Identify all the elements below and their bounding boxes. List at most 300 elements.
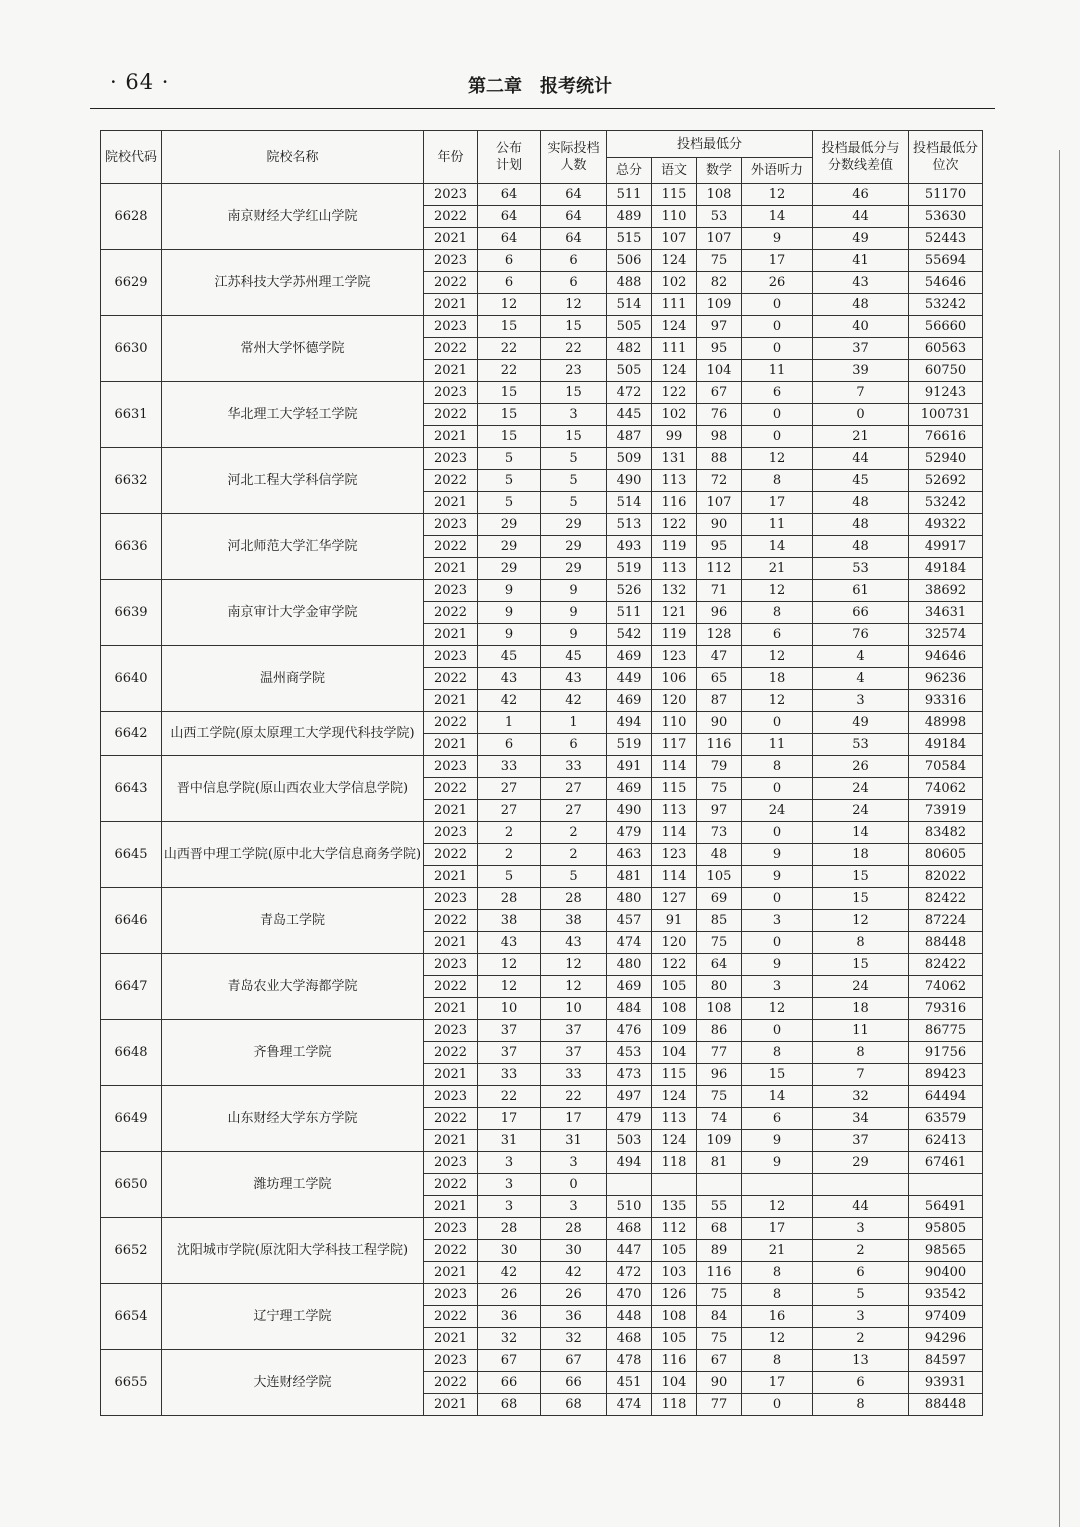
cell-total: 513: [607, 514, 652, 536]
cell-total: 490: [607, 800, 652, 822]
cell-diff: 24: [813, 800, 909, 822]
cell-plan: 3: [478, 1174, 541, 1196]
cell-plan: 12: [478, 954, 541, 976]
cell-listening: 0: [742, 316, 813, 338]
cell-chinese: 120: [652, 932, 697, 954]
cell-math: 48: [697, 844, 742, 866]
cell-year: 2023: [424, 382, 478, 404]
cell-listening: 12: [742, 646, 813, 668]
cell-diff: 46: [813, 184, 909, 206]
school-code: 6655: [101, 1350, 162, 1416]
cell-chinese: 111: [652, 338, 697, 360]
cell-plan: 28: [478, 888, 541, 910]
cell-year: 2023: [424, 250, 478, 272]
cell-plan: 22: [478, 338, 541, 360]
cell-actual: 33: [541, 1064, 607, 1086]
cell-math: [697, 1174, 742, 1196]
cell-plan: 15: [478, 382, 541, 404]
cell-rank: 82422: [909, 954, 983, 976]
cell-total: 469: [607, 976, 652, 998]
cell-total: 468: [607, 1328, 652, 1350]
header-rule: [90, 108, 995, 109]
school-code: 6645: [101, 822, 162, 888]
cell-diff: 4: [813, 668, 909, 690]
school-name: 常州大学怀德学院: [162, 316, 424, 382]
cell-actual: 42: [541, 1262, 607, 1284]
cell-plan: 9: [478, 580, 541, 602]
school-name: 温州商学院: [162, 646, 424, 712]
cell-diff: 76: [813, 624, 909, 646]
cell-actual: 43: [541, 932, 607, 954]
cell-math: 98: [697, 426, 742, 448]
cell-rank: 56660: [909, 316, 983, 338]
cell-plan: 15: [478, 426, 541, 448]
cell-total: 490: [607, 470, 652, 492]
school-code: 6649: [101, 1086, 162, 1152]
cell-year: 2023: [424, 514, 478, 536]
cell-plan: 10: [478, 998, 541, 1020]
cell-diff: 14: [813, 822, 909, 844]
cell-listening: 8: [742, 602, 813, 624]
cell-total: 494: [607, 712, 652, 734]
cell-diff: 48: [813, 294, 909, 316]
cell-year: 2022: [424, 1240, 478, 1262]
cell-diff: 3: [813, 690, 909, 712]
cell-chinese: 124: [652, 250, 697, 272]
school-code: 6646: [101, 888, 162, 954]
cell-plan: 2: [478, 822, 541, 844]
cell-year: 2023: [424, 1218, 478, 1240]
cell-year: 2023: [424, 580, 478, 602]
cell-year: 2022: [424, 1372, 478, 1394]
cell-year: 2021: [424, 624, 478, 646]
cell-actual: 5: [541, 492, 607, 514]
cell-year: 2021: [424, 1130, 478, 1152]
cell-math: 108: [697, 998, 742, 1020]
cell-rank: 73919: [909, 800, 983, 822]
cell-actual: 45: [541, 646, 607, 668]
cell-diff: 26: [813, 756, 909, 778]
table-row: [101, 382, 983, 404]
cell-year: 2021: [424, 690, 478, 712]
cell-diff: 8: [813, 1394, 909, 1416]
cell-year: 2022: [424, 338, 478, 360]
cell-total: 448: [607, 1306, 652, 1328]
cell-math: 77: [697, 1042, 742, 1064]
cell-actual: 6: [541, 734, 607, 756]
cell-total: 484: [607, 998, 652, 1020]
school-name: 河北师范大学汇华学院: [162, 514, 424, 580]
school-name: 潍坊理工学院: [162, 1152, 424, 1218]
cell-rank: 48998: [909, 712, 983, 734]
cell-total: 494: [607, 1152, 652, 1174]
cell-diff: 44: [813, 1196, 909, 1218]
cell-actual: 26: [541, 1284, 607, 1306]
cell-chinese: 118: [652, 1394, 697, 1416]
cell-diff: 24: [813, 778, 909, 800]
cell-diff: 45: [813, 470, 909, 492]
cell-plan: 12: [478, 294, 541, 316]
table-row: [101, 712, 983, 734]
table-row: [101, 580, 983, 602]
cell-rank: 82422: [909, 888, 983, 910]
cell-chinese: 124: [652, 1086, 697, 1108]
cell-plan: 15: [478, 404, 541, 426]
cell-actual: 3: [541, 1152, 607, 1174]
cell-total: 519: [607, 558, 652, 580]
cell-plan: 22: [478, 360, 541, 382]
cell-total: 445: [607, 404, 652, 426]
cell-chinese: 123: [652, 844, 697, 866]
cell-actual: 15: [541, 426, 607, 448]
cell-plan: 15: [478, 316, 541, 338]
cell-chinese: 115: [652, 184, 697, 206]
cell-actual: 29: [541, 536, 607, 558]
cell-year: 2023: [424, 822, 478, 844]
cell-chinese: 102: [652, 404, 697, 426]
cell-rank: 60750: [909, 360, 983, 382]
cell-listening: 14: [742, 1086, 813, 1108]
cell-actual: 3: [541, 1196, 607, 1218]
cell-total: 472: [607, 382, 652, 404]
cell-total: 480: [607, 954, 652, 976]
cell-chinese: 118: [652, 1152, 697, 1174]
cell-actual: 15: [541, 382, 607, 404]
cell-rank: 90400: [909, 1262, 983, 1284]
cell-diff: 4: [813, 646, 909, 668]
cell-math: 72: [697, 470, 742, 492]
cell-chinese: 113: [652, 800, 697, 822]
cell-listening: 17: [742, 1372, 813, 1394]
cell-rank: 60563: [909, 338, 983, 360]
cell-plan: 6: [478, 250, 541, 272]
cell-listening: 12: [742, 998, 813, 1020]
cell-actual: 43: [541, 668, 607, 690]
cell-total: 482: [607, 338, 652, 360]
cell-actual: 10: [541, 998, 607, 1020]
cell-actual: 42: [541, 690, 607, 712]
cell-plan: 5: [478, 470, 541, 492]
cell-actual: 22: [541, 338, 607, 360]
table-body: [101, 184, 983, 1416]
cell-total: 511: [607, 602, 652, 624]
cell-rank: 63579: [909, 1108, 983, 1130]
cell-diff: 3: [813, 1306, 909, 1328]
cell-year: 2022: [424, 404, 478, 426]
cell-actual: 1: [541, 712, 607, 734]
cell-diff: 49: [813, 712, 909, 734]
table-row: [101, 954, 983, 976]
cell-year: 2021: [424, 228, 478, 250]
cell-plan: 43: [478, 668, 541, 690]
cell-actual: 0: [541, 1174, 607, 1196]
school-code: 6642: [101, 712, 162, 756]
cell-chinese: 121: [652, 602, 697, 624]
cell-chinese: 91: [652, 910, 697, 932]
admission-score-table: [100, 130, 983, 1416]
cell-year: 2021: [424, 1328, 478, 1350]
cell-chinese: 119: [652, 536, 697, 558]
cell-plan: 1: [478, 712, 541, 734]
cell-chinese: 108: [652, 998, 697, 1020]
cell-plan: 64: [478, 206, 541, 228]
cell-plan: 66: [478, 1372, 541, 1394]
cell-actual: 66: [541, 1372, 607, 1394]
cell-chinese: 105: [652, 976, 697, 998]
cell-total: [607, 1174, 652, 1196]
cell-diff: 48: [813, 514, 909, 536]
cell-plan: 33: [478, 1064, 541, 1086]
cell-plan: 37: [478, 1042, 541, 1064]
school-name: 齐鲁理工学院: [162, 1020, 424, 1086]
cell-diff: 2: [813, 1328, 909, 1350]
cell-listening: 12: [742, 690, 813, 712]
cell-actual: 27: [541, 800, 607, 822]
table-row: [101, 514, 983, 536]
cell-actual: 27: [541, 778, 607, 800]
cell-year: 2023: [424, 1350, 478, 1372]
cell-chinese: 119: [652, 624, 697, 646]
cell-rank: 52443: [909, 228, 983, 250]
cell-math: 69: [697, 888, 742, 910]
cell-plan: 22: [478, 1086, 541, 1108]
cell-actual: 31: [541, 1130, 607, 1152]
cell-listening: 16: [742, 1306, 813, 1328]
cell-diff: 12: [813, 910, 909, 932]
cell-chinese: 120: [652, 690, 697, 712]
school-name: 青岛农业大学海都学院: [162, 954, 424, 1020]
cell-chinese: 115: [652, 778, 697, 800]
cell-math: 67: [697, 382, 742, 404]
cell-math: 87: [697, 690, 742, 712]
cell-rank: 74062: [909, 976, 983, 998]
cell-chinese: 131: [652, 448, 697, 470]
table-row: [101, 1020, 983, 1042]
cell-actual: 12: [541, 954, 607, 976]
cell-listening: 8: [742, 1284, 813, 1306]
cell-year: 2021: [424, 360, 478, 382]
cell-math: 55: [697, 1196, 742, 1218]
cell-plan: 9: [478, 624, 541, 646]
cell-chinese: 107: [652, 228, 697, 250]
cell-math: 89: [697, 1240, 742, 1262]
cell-plan: 43: [478, 932, 541, 954]
cell-year: 2022: [424, 1108, 478, 1130]
cell-actual: 29: [541, 514, 607, 536]
cell-year: 2023: [424, 184, 478, 206]
cell-math: 128: [697, 624, 742, 646]
cell-actual: 15: [541, 316, 607, 338]
cell-chinese: 112: [652, 1218, 697, 1240]
cell-listening: 0: [742, 404, 813, 426]
cell-total: 511: [607, 184, 652, 206]
cell-plan: 12: [478, 976, 541, 998]
cell-year: 2023: [424, 646, 478, 668]
school-name: 江苏科技大学苏州理工学院: [162, 250, 424, 316]
cell-math: 82: [697, 272, 742, 294]
cell-listening: 3: [742, 976, 813, 998]
cell-year: 2021: [424, 866, 478, 888]
cell-math: 73: [697, 822, 742, 844]
cell-listening: 17: [742, 1218, 813, 1240]
cell-actual: 5: [541, 866, 607, 888]
cell-plan: 5: [478, 448, 541, 470]
cell-chinese: 113: [652, 558, 697, 580]
school-name: 南京审计大学金审学院: [162, 580, 424, 646]
cell-total: 451: [607, 1372, 652, 1394]
cell-diff: 43: [813, 272, 909, 294]
cell-rank: 49184: [909, 734, 983, 756]
cell-year: 2023: [424, 1152, 478, 1174]
cell-math: 107: [697, 492, 742, 514]
cell-diff: 2: [813, 1240, 909, 1262]
cell-year: 2021: [424, 932, 478, 954]
cell-total: 481: [607, 866, 652, 888]
cell-math: 75: [697, 1328, 742, 1350]
cell-total: 509: [607, 448, 652, 470]
cell-total: 542: [607, 624, 652, 646]
cell-math: 65: [697, 668, 742, 690]
cell-rank: 93542: [909, 1284, 983, 1306]
cell-rank: 82022: [909, 866, 983, 888]
cell-actual: 37: [541, 1020, 607, 1042]
cell-actual: 6: [541, 272, 607, 294]
cell-plan: 31: [478, 1130, 541, 1152]
cell-total: 515: [607, 228, 652, 250]
cell-math: 67: [697, 1350, 742, 1372]
school-name: 晋中信息学院(原山西农业大学信息学院): [162, 756, 424, 822]
cell-rank: 52940: [909, 448, 983, 470]
cell-chinese: 127: [652, 888, 697, 910]
cell-plan: 26: [478, 1284, 541, 1306]
cell-total: 469: [607, 690, 652, 712]
cell-listening: 8: [742, 1042, 813, 1064]
cell-chinese: 102: [652, 272, 697, 294]
cell-rank: 94296: [909, 1328, 983, 1350]
col-header-rank: 投档最低分位次: [909, 131, 983, 184]
cell-diff: 48: [813, 536, 909, 558]
cell-year: 2021: [424, 492, 478, 514]
cell-actual: 9: [541, 602, 607, 624]
cell-listening: 8: [742, 1262, 813, 1284]
cell-actual: 28: [541, 1218, 607, 1240]
cell-diff: 34: [813, 1108, 909, 1130]
cell-math: 53: [697, 206, 742, 228]
col-header-year: 年份: [424, 131, 478, 184]
cell-total: 519: [607, 734, 652, 756]
cell-chinese: 114: [652, 822, 697, 844]
cell-rank: 93931: [909, 1372, 983, 1394]
cell-listening: 0: [742, 712, 813, 734]
cell-year: 2021: [424, 800, 478, 822]
cell-rank: 97409: [909, 1306, 983, 1328]
cell-rank: 34631: [909, 602, 983, 624]
cell-listening: 8: [742, 756, 813, 778]
cell-listening: 6: [742, 382, 813, 404]
cell-rank: 88448: [909, 1394, 983, 1416]
table-row: [101, 646, 983, 668]
table-row: [101, 316, 983, 338]
cell-listening: 21: [742, 558, 813, 580]
cell-total: 463: [607, 844, 652, 866]
cell-rank: 52692: [909, 470, 983, 492]
school-name: 华北理工大学轻工学院: [162, 382, 424, 448]
cell-rank: 87224: [909, 910, 983, 932]
cell-actual: 23: [541, 360, 607, 382]
cell-actual: 2: [541, 844, 607, 866]
cell-actual: 9: [541, 624, 607, 646]
cell-rank: 67461: [909, 1152, 983, 1174]
cell-actual: 67: [541, 1350, 607, 1372]
cell-total: 506: [607, 250, 652, 272]
cell-rank: 98565: [909, 1240, 983, 1262]
cell-year: 2022: [424, 844, 478, 866]
cell-total: 479: [607, 1108, 652, 1130]
cell-chinese: 111: [652, 294, 697, 316]
cell-total: 469: [607, 778, 652, 800]
cell-math: 109: [697, 294, 742, 316]
cell-diff: 40: [813, 316, 909, 338]
cell-diff: 53: [813, 558, 909, 580]
table-row: [101, 1284, 983, 1306]
cell-chinese: 132: [652, 580, 697, 602]
cell-diff: 61: [813, 580, 909, 602]
cell-chinese: 124: [652, 316, 697, 338]
cell-math: 112: [697, 558, 742, 580]
cell-diff: 13: [813, 1350, 909, 1372]
col-header-chinese: 语文: [652, 158, 697, 184]
cell-plan: 68: [478, 1394, 541, 1416]
cell-diff: 29: [813, 1152, 909, 1174]
cell-plan: 30: [478, 1240, 541, 1262]
cell-listening: 9: [742, 866, 813, 888]
cell-math: 74: [697, 1108, 742, 1130]
cell-math: 97: [697, 316, 742, 338]
school-name: 大连财经学院: [162, 1350, 424, 1416]
cell-diff: 49: [813, 228, 909, 250]
cell-listening: 9: [742, 954, 813, 976]
cell-diff: 66: [813, 602, 909, 624]
table-row: [101, 448, 983, 470]
cell-math: 86: [697, 1020, 742, 1042]
col-header-code: 院校代码: [101, 131, 162, 184]
cell-diff: 15: [813, 888, 909, 910]
cell-listening: 11: [742, 734, 813, 756]
cell-listening: 8: [742, 470, 813, 492]
cell-listening: 11: [742, 360, 813, 382]
cell-chinese: 124: [652, 1130, 697, 1152]
cell-rank: 55694: [909, 250, 983, 272]
cell-total: 488: [607, 272, 652, 294]
cell-chinese: 123: [652, 646, 697, 668]
cell-actual: 6: [541, 250, 607, 272]
cell-year: 2021: [424, 1394, 478, 1416]
cell-actual: 68: [541, 1394, 607, 1416]
cell-diff: 8: [813, 932, 909, 954]
cell-plan: 5: [478, 866, 541, 888]
cell-actual: 64: [541, 184, 607, 206]
cell-year: 2023: [424, 888, 478, 910]
cell-actual: 38: [541, 910, 607, 932]
cell-listening: 0: [742, 1394, 813, 1416]
cell-year: 2023: [424, 316, 478, 338]
cell-plan: 36: [478, 1306, 541, 1328]
cell-listening: 0: [742, 1020, 813, 1042]
page-edge-line: [1059, 150, 1060, 1527]
cell-listening: 12: [742, 448, 813, 470]
cell-total: 526: [607, 580, 652, 602]
cell-actual: 12: [541, 294, 607, 316]
